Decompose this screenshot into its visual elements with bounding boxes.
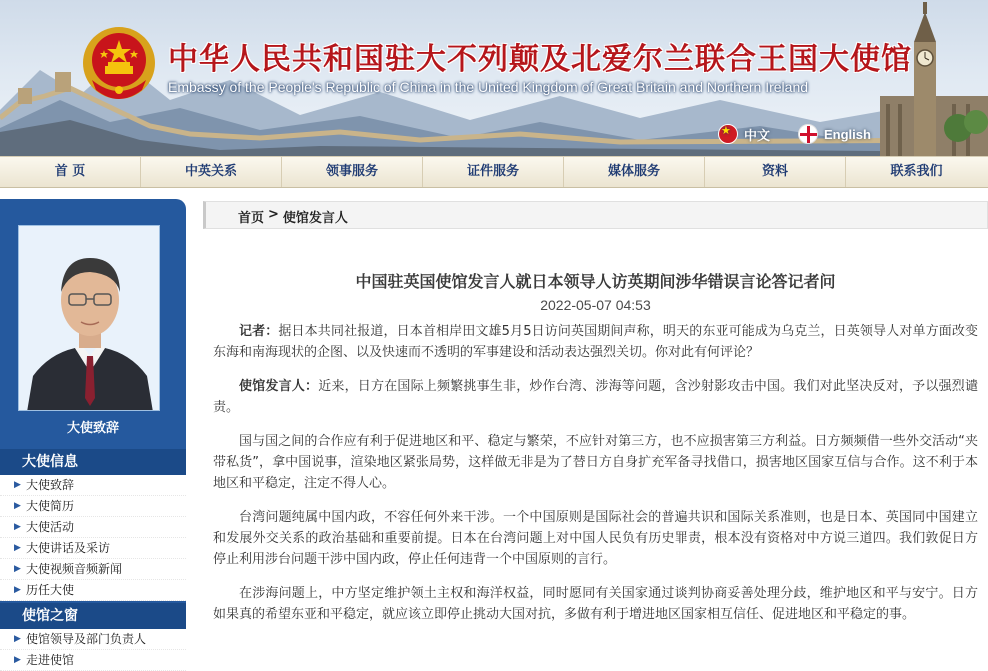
article-paragraph-question: [213, 321, 978, 363]
nav-home[interactable]: 首 页: [0, 157, 141, 187]
sidebar-item-label: 大使致辞: [26, 478, 75, 492]
site-banner: [0, 0, 988, 156]
sidebar-item-label: 大使讲话及采访: [26, 541, 111, 555]
sidebar-item-label: 大使活动: [26, 520, 75, 534]
nav-china-uk-relations[interactable]: 中英关系: [141, 157, 282, 187]
sidebar-item-label: 历任大使: [26, 583, 75, 597]
breadcrumb: [238, 207, 348, 226]
article-paragraph: [213, 431, 978, 494]
bullet-icon: ▶: [14, 585, 21, 595]
sidebar-item-label: 走进使馆: [26, 653, 75, 667]
bullet-icon: ▶: [14, 634, 21, 644]
article-date: 2022-05-07 04:53: [540, 297, 651, 313]
bullet-icon: ▶: [14, 480, 21, 490]
site-title: 中华人民共和国驻大不列颠及北爱尔兰联合王国大使馆: [168, 42, 912, 77]
ambassador-caption[interactable]: 大使致辞: [66, 421, 119, 436]
article-paragraph: [213, 583, 978, 625]
bullet-icon: ▶: [14, 655, 21, 665]
china-flag-icon: ★: [718, 124, 738, 144]
sidebar-item-label: 大使视频音频新闻: [26, 562, 123, 576]
sidebar-section-embassy-window: 使馆之窗: [0, 603, 186, 629]
nav-document-services[interactable]: 证件服务: [423, 157, 564, 187]
paragraph-text: 据日本共同社报道，日本首相岸田文雄5月5日访问英国期间声称，明天的东亚可能成为乌克兰，日英领导人对单方面改变东海和南海现状的企图、以及快速而不透明的军事建设和活动表达强烈关切。你对此有何评论？: [213, 324, 978, 360]
sidebar: [0, 199, 186, 671]
breadcrumb-bar: [203, 201, 988, 229]
bullet-icon: ▶: [14, 522, 21, 532]
sidebar-list-ambassador: [0, 475, 186, 601]
main-content: [203, 199, 988, 671]
nav-contact-us[interactable]: 联系我们: [890, 164, 943, 179]
breadcrumb-separator: >: [268, 207, 279, 222]
speaker-label: 记者：: [239, 324, 279, 339]
sidebar-item-video-audio-news[interactable]: [0, 559, 186, 580]
breadcrumb-current-link[interactable]: 使馆发言人: [282, 211, 348, 226]
ambassador-portrait-image: [19, 226, 160, 411]
sidebar-list-embassy-window: [0, 629, 186, 671]
bullet-icon: ▶: [14, 564, 21, 574]
sidebar-item-ambassador-speech[interactable]: [0, 475, 186, 496]
speaker-label: 使馆发言人：: [239, 379, 319, 394]
paragraph-text: 台湾问题纯属中国内政，不容任何外来干涉。一个中国原则是国际社会的普遍共识和国际关系准则，也是日本、英国同中国建立和发展外交关系的政治基础和重要前提。日本在台湾问题上对中国人民负有历史罪责，根本没有资格对中方说三道四。我们敦促日方停止利用涉台问题干涉中国内政，停止任何违背一个中国原则的言行。: [213, 510, 978, 567]
sidebar-item-label: 大使简历: [26, 499, 75, 513]
sidebar-section-ambassador: 大使信息: [0, 449, 186, 475]
uk-flag-icon: [798, 124, 818, 144]
breadcrumb-home-link[interactable]: 首页: [238, 211, 265, 226]
sidebar-item-former-ambassadors[interactable]: [0, 580, 186, 601]
national-emblem-icon: [80, 24, 158, 102]
article-title: 中国驻英国使馆发言人就日本领导人访英期间涉华错误言论答记者问: [355, 272, 836, 291]
nav-consular-services[interactable]: 领事服务: [282, 157, 423, 187]
main-nav: [0, 156, 988, 188]
language-english-link[interactable]: [798, 124, 871, 144]
sidebar-item-about-embassy[interactable]: [0, 650, 186, 671]
ambassador-photo[interactable]: [18, 225, 160, 411]
sidebar-item-speeches-interviews[interactable]: [0, 538, 186, 559]
article-paragraph-answer: [213, 376, 978, 418]
site-subtitle: Embassy of the People's Republic of China in the United Kingdom of Great Britain and Northern Ireland: [168, 79, 809, 95]
paragraph-text: 在涉海问题上，中方坚定维护领土主权和海洋权益，同时愿同有关国家通过谈判协商妥善处理分歧，维护地区和平与安宁。日方如果真的希望东亚和平稳定，就应该立即停止挑动大国对抗，多做有利于增进地区国家相互信任、促进地区和平稳定的事。: [213, 586, 978, 622]
paragraph-text: 近来，日方在国际上频繁挑事生非，炒作台湾、涉海等问题，含沙射影攻击中国。我们对此坚决反对，予以强烈谴责。: [213, 379, 978, 415]
bullet-icon: ▶: [14, 501, 21, 511]
sidebar-item-embassy-leaders[interactable]: [0, 629, 186, 650]
language-chinese-label: 中文: [744, 128, 771, 144]
sidebar-item-label: 使馆领导及部门负责人: [26, 632, 147, 646]
sidebar-item-ambassador-activities[interactable]: [0, 517, 186, 538]
bullet-icon: ▶: [14, 543, 21, 553]
language-chinese-link[interactable]: [718, 124, 770, 144]
sidebar-item-ambassador-biography[interactable]: [0, 496, 186, 517]
article-body: [213, 321, 978, 638]
nav-materials[interactable]: 资料: [705, 157, 846, 187]
article-paragraph: [213, 507, 978, 570]
paragraph-text: 国与国之间的合作应有利于促进地区和平、稳定与繁荣，不应针对第三方，也不应损害第三方利益。日方频频借一些外交活动“夹带私货”，拿中国说事，渲染地区紧张局势，这样做无非是为了替日方自身扩充军备寻找借口，损害地区国家互信与合作。这不利于本地区和平稳定，注定不得人心。: [213, 434, 978, 491]
language-english-label: English: [824, 126, 871, 142]
nav-media-services[interactable]: 媒体服务: [564, 157, 705, 187]
